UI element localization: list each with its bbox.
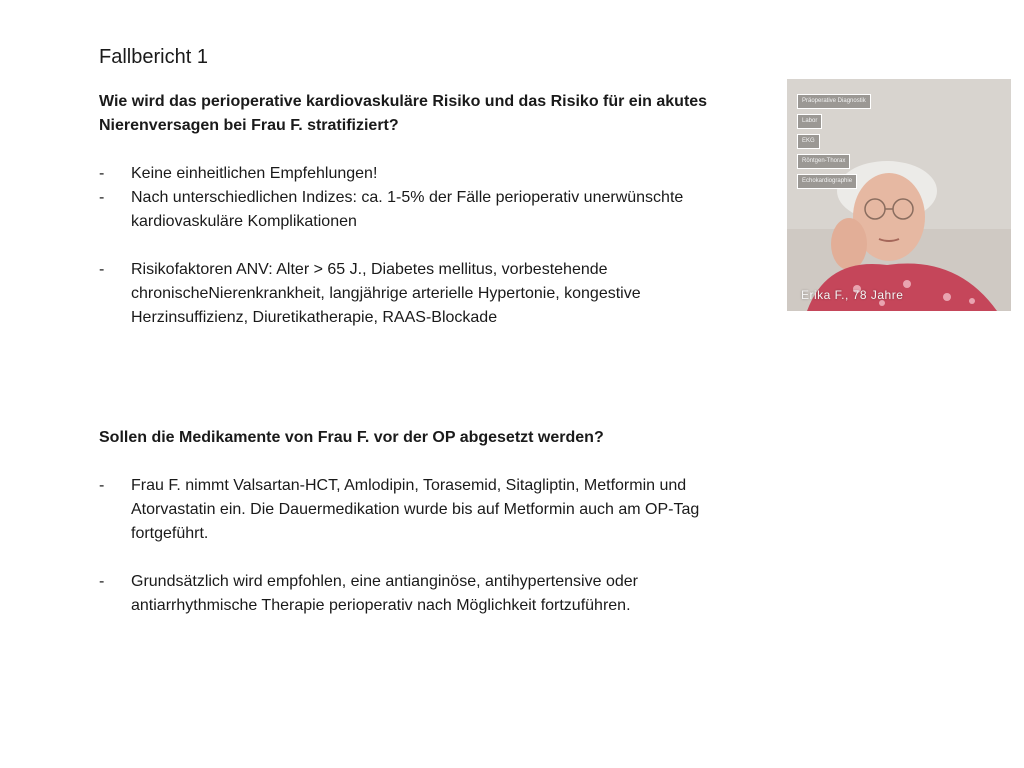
- list-item-text: Frau F. nimmt Valsartan-HCT, Amlodipin, Torasemid, Sitagliptin, Metformin und Atorvastatin ein. Die Dauermedikation wurde bis auf Metformin auch am OP-Tag fortgeführt.: [131, 477, 700, 542]
- answer-list-2: [99, 474, 749, 618]
- photo-tag: Präoperative Diagnostik: [797, 94, 871, 109]
- list-item-text: Nach unterschiedlichen Indizes: ca. 1-5% der Fälle perioperativ unerwünschte kardiovaskuläre Komplikationen: [131, 189, 684, 230]
- list-item: [99, 474, 749, 546]
- section-medication: [99, 426, 749, 618]
- list-item: [99, 162, 749, 186]
- photo-caption: Erika F., 78 Jahre: [801, 288, 904, 302]
- list-item-text: Risikofaktoren ANV: Alter > 65 J., Diabetes mellitus, vorbestehende chronischeNierenkrankheit, langjährige arterielle Hypertonie, kongestive Herzinsuffizienz, Diuretikatherapie, RAAS-Blockade: [131, 261, 641, 326]
- patient-photo: [787, 79, 1011, 311]
- list-item-text: Grundsätzlich wird empfohlen, eine antianginöse, antihypertensive oder antiarrhythmische Therapie perioperativ nach Möglichkeit fortzuführen.: [131, 573, 638, 614]
- photo-tag: Labor: [797, 114, 822, 129]
- question-medication: Sollen die Medikamente von Frau F. vor der OP abgesetzt werden?: [99, 429, 604, 446]
- list-item: [99, 258, 749, 330]
- list-item: [99, 570, 749, 618]
- bullet-dash: -: [99, 477, 105, 494]
- photo-tag: Röntgen-Thorax: [797, 154, 850, 169]
- photo-tag: EKG: [797, 134, 820, 149]
- answer-list-1: [99, 162, 749, 330]
- bullet-dash: -: [99, 261, 105, 278]
- slide-content: [99, 90, 749, 618]
- list-item-text: Keine einheitlichen Empfehlungen!: [131, 165, 378, 182]
- list-item: [99, 186, 749, 234]
- photo-tag: Echokardiographie: [797, 174, 857, 189]
- bullet-dash: -: [99, 573, 105, 590]
- bullet-dash: -: [99, 165, 105, 182]
- question-risk-stratification: Wie wird das perioperative kardiovaskuläre Risiko und das Risiko für ein akutes Nierenversagen bei Frau F. stratifiziert?: [99, 93, 708, 134]
- bullet-dash: -: [99, 189, 105, 206]
- slide-title: Fallbericht 1: [99, 46, 208, 68]
